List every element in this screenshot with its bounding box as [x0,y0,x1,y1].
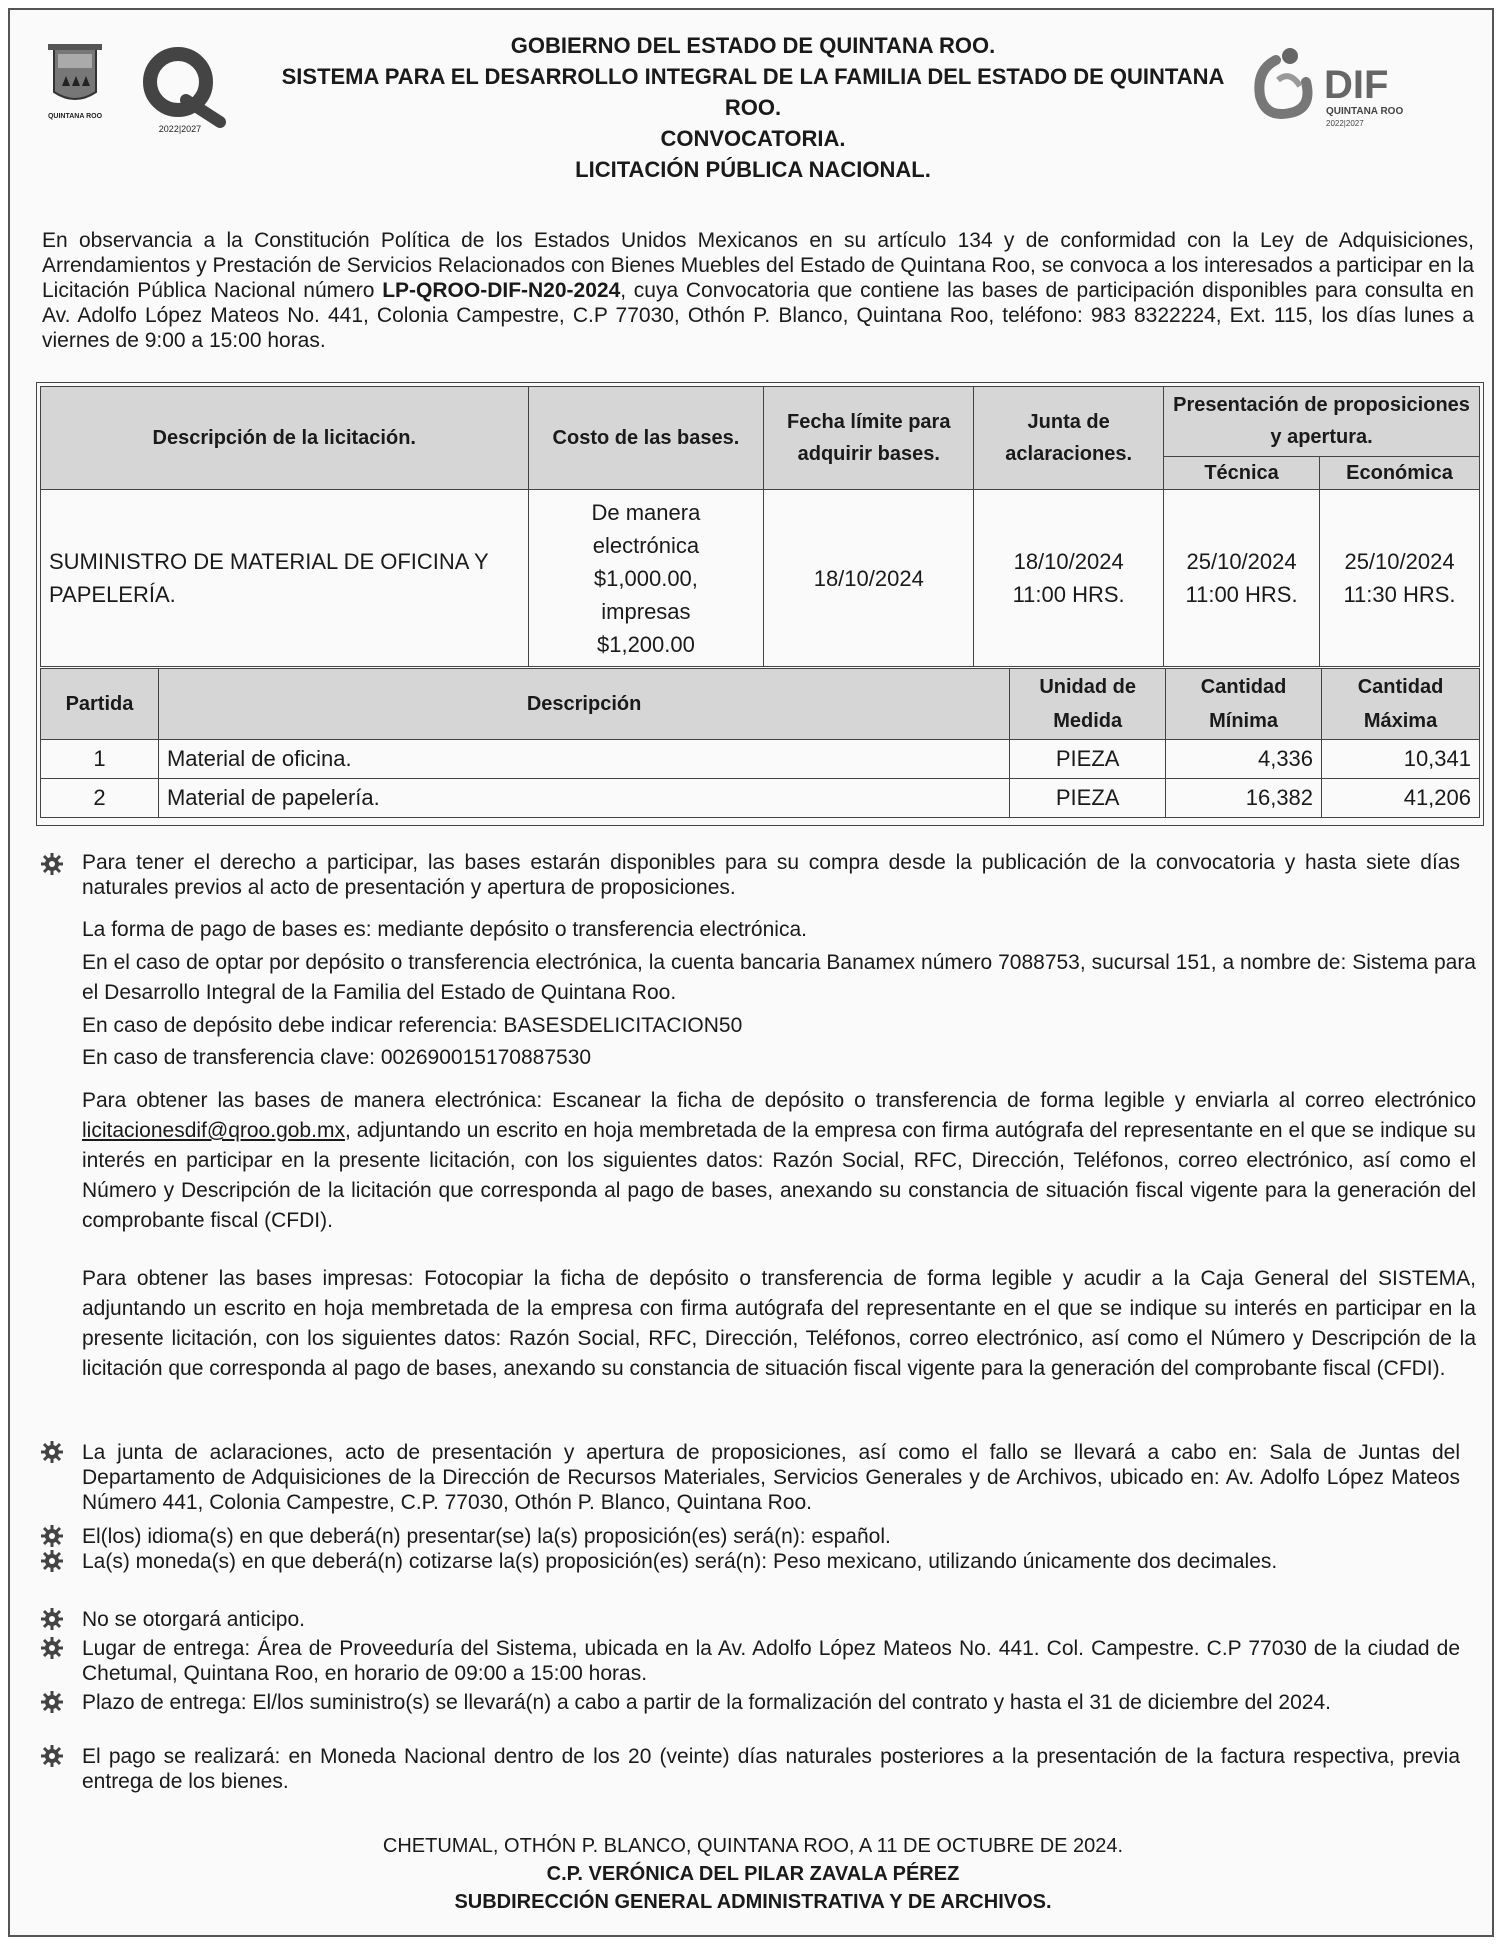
cell-partida: 1 [41,740,159,779]
quintana-roo-logo-label: QUINTANA ROO [47,113,103,120]
gear-bullet-icon [40,1607,64,1631]
table-header-row [41,387,1480,457]
cell-descripcion: SUMINISTRO DE MATERIAL DE OFICINA Y PAPELERÍA. [41,490,529,667]
bullet-moneda: La(s) moneda(s) en que deberá(n) cotizarse la(s) proposición(es) será(n): Peso mexicano, utilizando únicamente dos decimales. [82,1550,1278,1573]
cell-economica [1320,490,1480,667]
gear-bullet-icon [40,1549,64,1573]
table-header-row [41,669,1480,740]
licitacion-number: LP-QROO-DIF-N20-2024 [382,279,621,302]
bullet-plazo-entrega: Plazo de entrega: El/los suministro(s) se llevará(n) a cabo a partir de la formalización del contrato y hasta el 31 de diciembre del 2024. [82,1691,1331,1714]
dif-logo-subtitle: QUINTANA ROO [1326,106,1404,117]
cell-cantidad-minima: 4,336 [1166,740,1322,779]
text-electronicas-2: , adjuntando un escrito en hoja membretada de la empresa con firma autógrafa del representante en el que se indique su interés en participar en la presente licitación, con los siguientes datos: Razón Social, RFC, Dirección, Teléfonos, correo electrónico, así como el Número y Descripción de la licitación que corresponda al pago de bases, anexando su constancia de situación fiscal vigente para la generación del comprobante fiscal (CFDI). [82,1119,1476,1232]
cell-descripcion: Material de oficina. [158,740,1009,779]
paragraph-forma-pago: La forma de pago de bases es: mediante depósito o transferencia electrónica. [82,918,807,941]
table-row [41,740,1480,779]
bullet-anticipo: No se otorgará anticipo. [82,1608,305,1631]
cell-tecnica-hora: 11:00 HRS. [1185,582,1298,607]
footer-place-date: CHETUMAL, OTHÓN P. BLANCO, QUINTANA ROO, A 11 DE OCTUBRE DE 2024. [382,1835,1124,1857]
gear-bullet-icon [40,852,64,876]
cell-descripcion: Material de papelería. [158,779,1009,818]
col-header-cantidad-minima: Cantidad Mínima [1166,669,1322,740]
cell-economica-hora: 11:30 HRS. [1343,582,1456,607]
cell-cantidad-maxima: 41,206 [1322,779,1480,818]
cell-junta-fecha: 18/10/2024 [1013,549,1124,574]
bullet-lugar-entrega: Lugar de entrega: Área de Proveeduría del Sistema, ubicada en la Av. Adolfo López Mateos No. 441. Col. Campestre. C.P 77030 de la ciudad de Chetumal, Quintana Roo, en horario de 09:00 a 15:00 horas. [82,1637,1460,1685]
cell-partida: 2 [41,779,159,818]
partidas-table [40,668,1480,818]
email-link[interactable]: licitacionesdif@qroo.gob.mx [82,1119,345,1142]
gear-bullet-icon [40,1440,64,1464]
paragraph-cuenta-bancaria: En el caso de optar por depósito o transferencia electrónica, la cuenta bancaria Banamex número 7088753, sucursal 151, a nombre de: Sistema para el Desarrollo Integral de la Familia del Estado de Quintana Roo. [82,951,1476,1004]
cell-junta [974,490,1164,667]
cell-costo [528,490,764,667]
paragraph-bases-electronicas [82,1086,1476,1236]
cell-unidad: PIEZA [1010,779,1166,818]
bullet-pago: El pago se realizará: en Moneda Nacional dentro de los 20 (veinte) días naturales posteriores a la presentación de la factura respectiva, previa entrega de los bienes. [82,1745,1460,1793]
header-line-licitacion: LICITACIÓN PÚBLICA NACIONAL. [575,157,931,182]
bullet-junta: La junta de aclaraciones, acto de presentación y apertura de proposiciones, así como el fallo se llevará a cabo en: Sala de Juntas del Departamento de Adquisiciones de la Dirección de Recursos Materiales, Servicios Generales y de Archivos, ubicado en: Av. Adolfo López Mateos Número 441, Colonia Campestre, C.P. 77030, Othón P. Blanco, Quintana Roo. [82,1441,1460,1514]
text-electronicas-1: Para obtener las bases de manera electrónica: Escanear la ficha de depósito o transferencia de forma legible y enviarla al correo electrónico [82,1089,1476,1112]
col-header-junta: Junta de aclaraciones. [974,387,1164,490]
col-header-descripcion: Descripción de la licitación. [41,387,529,490]
bullet-idioma: El(los) idioma(s) en que deberá(n) presentar(se) la(s) proposición(es) será(n): español. [82,1525,891,1548]
col-header-presentacion: Presentación de proposiciones y apertura. [1164,387,1480,457]
paragraph-clave: En caso de transferencia clave: 002690015170887530 [82,1046,592,1069]
cell-junta-hora: 11:00 HRS. [1012,582,1125,607]
cell-unidad: PIEZA [1010,740,1166,779]
q-logo-years: 2022|2027 [158,124,202,134]
footer-signatory: C.P. VERÓNICA DEL PILAR ZAVALA PÉREZ [546,1863,960,1885]
header-line-convocatoria: CONVOCATORIA. [660,126,846,151]
cell-costo-line: $1,000.00, [593,565,698,591]
header-line-roo: ROO. [724,95,782,120]
cell-cantidad-minima: 16,382 [1166,779,1322,818]
licitacion-schedule-table [40,386,1480,667]
cell-costo-line: electrónica [592,532,700,558]
cell-fecha-limite: 18/10/2024 [764,490,974,667]
col-header-fecha-limite: Fecha límite para adquirir bases. [764,387,974,490]
header-line-system: SISTEMA PARA EL DESARROLLO INTEGRAL DE LA FAMILIA DEL ESTADO DE QUINTANA [281,64,1225,89]
cell-costo-line: $1,200.00 [596,631,695,657]
paragraph-referencia: En caso de depósito debe indicar referencia: BASESDELICITACION50 [82,1014,743,1037]
gear-bullet-icon [40,1744,64,1768]
gear-bullet-icon [40,1636,64,1660]
col-header-partida: Partida [41,669,159,740]
col-header-costo: Costo de las bases. [528,387,764,490]
cell-tecnica-fecha: 25/10/2024 [1186,549,1297,574]
gear-bullet-icon [40,1690,64,1714]
document-footer [0,1832,1506,1916]
header-line-government: GOBIERNO DEL ESTADO DE QUINTANA ROO. [510,33,996,58]
dif-logo-years: 2022|2027 [1326,119,1364,128]
cell-costo-line: De manera [591,499,701,525]
cell-tecnica [1164,490,1320,667]
intro-text-2: , cuya Convocatoria que contiene las bases de participación disponibles para consulta en Av. Adolfo López Mateos No. 441, Colonia Campestre, C.P 77030, Othón P. Blanco, Quintana Roo, teléfono: 983 8322224, Ext. 115, los días lunes a viernes de 9:00 a 15:00 horas. [42,279,1474,352]
paragraph-bases-impresas: Para obtener las bases impresas: Fotocopiar la ficha de depósito o transferencia de forma legible y acudir a la Caja General del SISTEMA, adjuntando un escrito en hoja membretada de la empresa con firma autógrafa del representante en el que se indique su interés en participar en la presente licitación, con los siguientes datos: Razón Social, RFC, Dirección, Teléfonos, correo electrónico, así como el Número y Descripción de la licitación que corresponda al pago de bases, anexando su constancia de situación fiscal vigente para la generación del comprobante fiscal (CFDI). [82,1267,1476,1380]
col-header-cantidad-maxima: Cantidad Máxima [1322,669,1480,740]
intro-text-1: En observancia a la Constitución Política de los Estados Unidos Mexicanos en su artículo 134 y de conformidad con la Ley de Adquisiciones, Arrendamientos y Prestación de Servicios Relacionados con Bienes Muebles del Estado de Quintana Roo, se convoca a los interesados a participar en la Licitación Pública Nacional número [42,229,1474,302]
document-header [0,30,1506,185]
intro-paragraph [42,228,1474,353]
gear-bullet-icon [40,1524,64,1548]
col-header-unidad: Unidad de Medida [1010,669,1166,740]
dif-logo-text: DIF [1324,63,1389,107]
cell-cantidad-maxima: 10,341 [1322,740,1480,779]
col-header-tecnica: Técnica [1164,456,1320,489]
table-row [41,490,1480,667]
cell-economica-fecha: 25/10/2024 [1344,549,1455,574]
cell-costo-line: impresas [601,598,691,624]
bullet-participar: Para tener el derecho a participar, las bases estarán disponibles para su compra desde la publicación de la convocatoria y hasta siete días naturales previos al acto de presentación y apertura de proposiciones. [82,851,1460,899]
footer-department: SUBDIRECCIÓN GENERAL ADMINISTRATIVA Y DE ARCHIVOS. [454,1891,1052,1913]
col-header-descripcion: Descripción [158,669,1009,740]
table-row [41,779,1480,818]
col-header-economica: Económica [1320,456,1480,489]
